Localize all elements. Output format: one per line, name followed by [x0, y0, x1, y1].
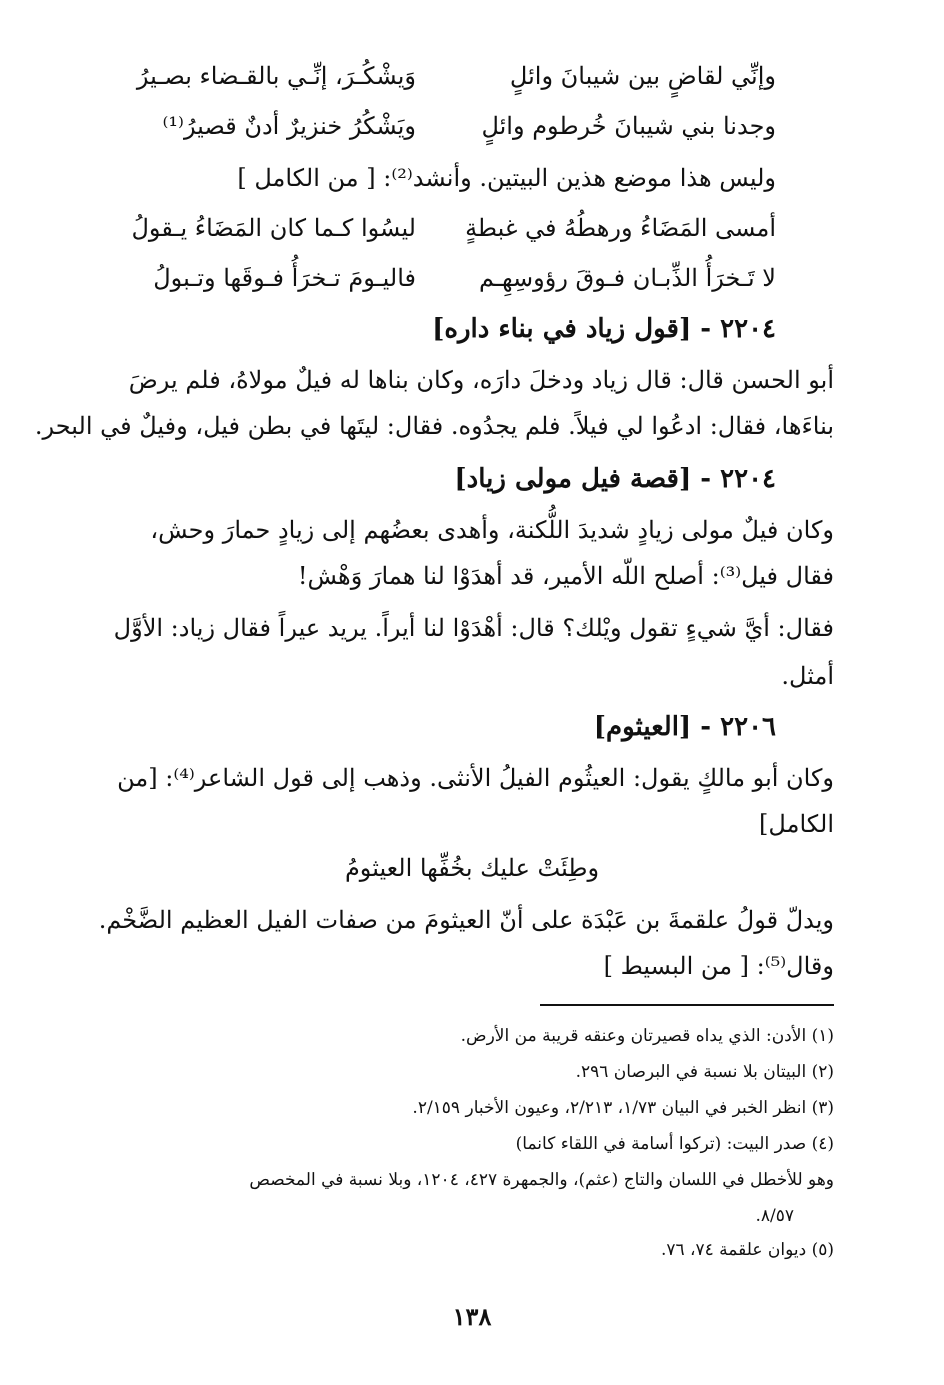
section2-line-2: فقال فيل⁽³⁾: أصلح اللّه الأمير، قد أهدَوْا لنا همارَ وَهْش!	[297, 562, 834, 590]
intro-line: وليس هذا موضع هذين البيتين. وأنشد⁽²⁾: [ من الكامل ]	[237, 164, 776, 192]
verse-2-first-hemistich: وجدنا بني شيبانَ خُرطوم وائلٍ	[481, 112, 776, 140]
footnote-4: (٤) صدر البيت: (تركوا أسامة في اللقاء كانما)	[515, 1134, 834, 1154]
section3-line-2: الكامل]	[759, 810, 834, 838]
verse-3-second-hemistich: ليسُوا كـما كان المَضَاءُ يـقولُ	[131, 214, 416, 242]
section2-line-1: وكان فيلٌ مولى زيادٍ شديدَ اللُّكنة، وأهدى بعضُهم إلى زيادٍ حمارَ وحش،	[150, 516, 834, 544]
section-heading-2204b: ٢٢٠٤ - [قصة فيل مولى زياد]	[454, 464, 776, 494]
footnote-4-continued: وهو للأخطل في اللسان والتاج (عثم)، والجمهرة ٤٢٧، ١٢٠٤، وبلا نسبة في المخصص	[249, 1170, 834, 1190]
section2-line-4: أمثل.	[781, 662, 834, 690]
section-heading-2204a: ٢٢٠٤ - [قول زياد في بناء داره]	[432, 314, 776, 344]
page-number: ١٣٨	[452, 1302, 492, 1331]
footnote-divider	[540, 1004, 834, 1006]
section3-line-1: وكان أبو مالكٍ يقول: العيثُوم الفيلُ الأنثى. وذهب إلى قول الشاعر⁽⁴⁾: [من	[117, 764, 834, 792]
verse-4-first-hemistich: لا تَـخرَأُ الذِّبـان فـوقَ رؤوسِهِـم	[478, 264, 776, 292]
verse-2-second-hemistich: ويَشْكُرُ خنزيرٌ أدنٌ قصيرُ⁽¹⁾	[162, 112, 416, 140]
footnote-3: (٣) انظر الخبر في البيان ١/٧٣، ٢/٢١٣، وعيون الأخبار ٢/١٥٩.	[412, 1098, 834, 1118]
verse-1-second-hemistich: وَيشْكُـرَ، إنِّـي بالقـضاء بصـيرُ	[136, 62, 416, 90]
section1-line-2: بناءَها، فقال: ادعُوا لي فيلاً. فلم يجدُوه. فقال: ليتَها في بطن فيل، وفيلٌ في البحر.	[34, 412, 834, 440]
verse-3-first-hemistich: أمسى المَضَاءُ ورهطُهُ في غبطةٍ	[465, 214, 776, 242]
section2-line-3: فقال: أيَّ شيءٍ تقول ويْلك؟ قال: أهْدَوْا لنا أيراً. يريد عيراً فقال زياد: الأوَّل	[113, 614, 834, 642]
section3-after-line-2: وقال⁽⁵⁾: [ من البسيط ]	[603, 952, 834, 980]
footnote-4-continued-2: ٨/٥٧.	[755, 1206, 794, 1226]
verse-4-second-hemistich: فاليـومَ تـخرَأُ فـوقَها وتـبولُ	[153, 264, 416, 292]
footnote-2: (٢) البيتان بلا نسبة في البرصان ٢٩٦.	[575, 1062, 834, 1082]
section3-verse: وطِئَتْ عليك بخُفِّها العيثومُ	[344, 854, 600, 882]
verse-1-first-hemistich: وإنِّي لقاضٍ بين شيبانَ وائلٍ	[509, 62, 776, 90]
footnote-5: (٥) ديوان علقمة ٧٤، ٧٦.	[660, 1240, 834, 1260]
section1-line-1: أبو الحسن قال: قال زياد ودخلَ دارَه، وكان بناها له فيلٌ مولاهُ، فلم يرضَ	[128, 366, 834, 394]
section3-after-line-1: ويدلّ قولُ علقمةَ بن عَبْدَة على أنّ العيثومَ من صفات الفيل العظيم الضَّخْم.	[98, 906, 834, 934]
footnote-1: (١) الأدن: الذي يداه قصيرتان وعنقه قريبة من الأرض.	[460, 1026, 834, 1046]
section-heading-2206: ٢٢٠٦ - [العيثوم]	[593, 712, 776, 742]
